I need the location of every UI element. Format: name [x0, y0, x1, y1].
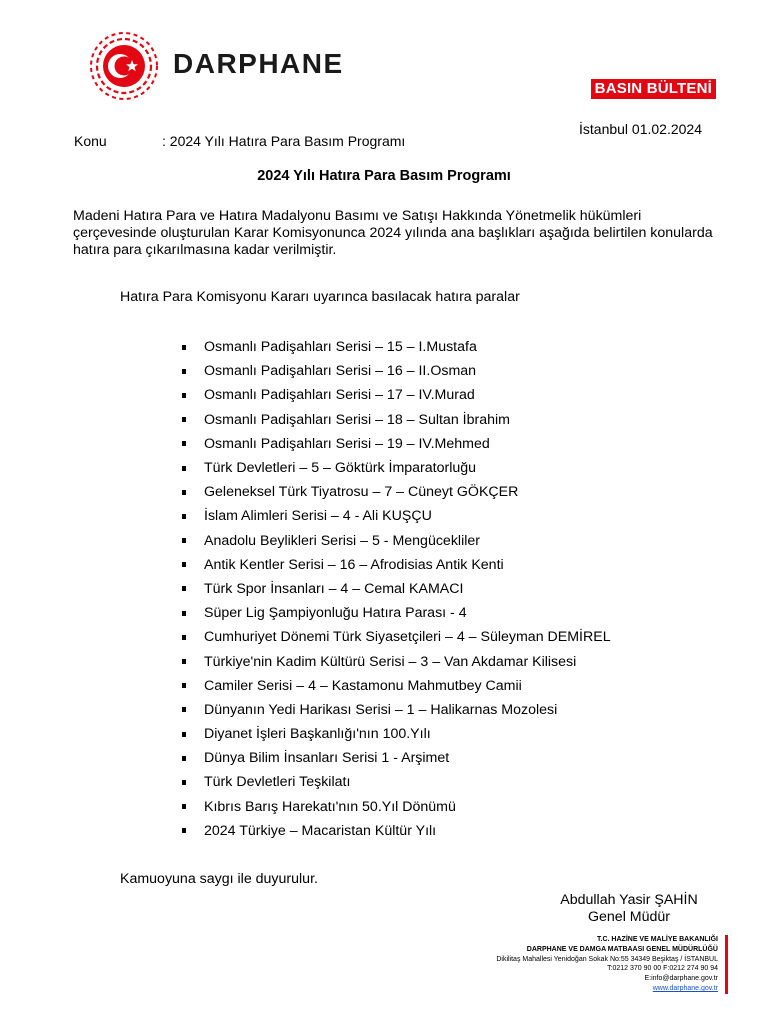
bullet-icon	[182, 756, 186, 761]
list-item	[182, 795, 611, 819]
bullet-icon	[182, 490, 186, 495]
list-item	[182, 746, 611, 770]
list-item	[182, 819, 611, 843]
bullet-icon	[182, 393, 186, 398]
list-item	[182, 698, 611, 722]
list-item	[182, 335, 611, 359]
bullet-icon	[182, 538, 186, 543]
subject-value: : 2024 Yılı Hatıra Para Basım Programı	[162, 133, 406, 149]
list-heading: Hatıra Para Komisyonu Kararı uyarınca basılacak hatıra paralar	[120, 289, 520, 305]
darphane-emblem-icon	[84, 26, 164, 106]
list-item-text: Dünya Bilim İnsanları Serisi 1 - Arşimet	[204, 750, 450, 767]
logo-wordmark: DARPHANE	[173, 48, 344, 79]
bullet-icon	[182, 828, 186, 833]
bullet-icon	[182, 562, 186, 567]
list-item	[182, 529, 611, 553]
bullet-icon	[182, 586, 186, 591]
bullet-icon	[182, 514, 186, 519]
signer-position: Genel Müdür	[587, 909, 670, 925]
list-item-text: Osmanlı Padişahları Serisi – 16 – II.Osman	[204, 363, 477, 380]
bullet-icon	[182, 417, 186, 422]
bullet-icon	[182, 369, 186, 374]
list-item	[182, 359, 611, 383]
list-item-text: Diyanet İşleri Başkanlığı'nın 100.Yılı	[204, 726, 431, 743]
list-item	[182, 601, 611, 625]
list-item-text: Cumhuriyet Dönemi Türk Siyasetçileri – 4 – Süleyman DEMİREL	[204, 629, 611, 646]
list-item	[182, 625, 611, 649]
document-title: 2024 Yılı Hatıra Para Basım Programı	[257, 168, 511, 184]
list-item-text: Osmanlı Padişahları Serisi – 19 – IV.Mehmed	[204, 435, 490, 452]
list-item-text: Süper Lig Şampiyonluğu Hatıra Parası - 4	[204, 605, 467, 622]
bullet-icon	[182, 466, 186, 471]
list-item-text: İslam Alimleri Serisi – 4 - Ali KUŞÇU	[204, 508, 432, 525]
list-item	[182, 553, 611, 577]
list-item-text: Türk Spor İnsanları – 4 – Cemal KAMACI	[204, 580, 464, 597]
list-item-text: Türkiye'nin Kadim Kültürü Serisi – 3 – Van Akdamar Kilisesi	[204, 653, 577, 670]
list-item-text: Camiler Serisi – 4 – Kastamonu Mahmutbey Camii	[204, 677, 522, 694]
subject-label: Konu	[74, 133, 107, 149]
list-item-text: Osmanlı Padişahları Serisi – 15 – I.Mustafa	[204, 339, 477, 356]
list-item	[182, 722, 611, 746]
list-item	[182, 649, 611, 673]
bullet-icon	[182, 804, 186, 809]
list-item	[182, 504, 611, 528]
footer-institution: DARPHANE VE DAMGA MATBAASI GENEL MÜDÜRLÜĞÜ	[526, 945, 718, 953]
darphane-logo	[84, 26, 344, 106]
footer-email: E:info@darphane.gov.tr	[644, 975, 718, 983]
list-item	[182, 383, 611, 407]
list-item-text: Anadolu Beylikleri Serisi – 5 - Mengücekliler	[204, 532, 480, 549]
bullet-icon	[182, 683, 186, 688]
document-date: İstanbul 01.02.2024	[579, 121, 702, 137]
list-item-text: Osmanlı Padişahları Serisi – 17 – IV.Murad	[204, 387, 475, 404]
bullet-icon	[182, 635, 186, 640]
list-item-text: Antik Kentler Serisi – 16 – Afrodisias Antik Kenti	[204, 556, 504, 573]
subject-line	[74, 133, 405, 149]
bullet-icon	[182, 441, 186, 446]
bullet-icon	[182, 707, 186, 712]
press-release-badge: BASIN BÜLTENİ	[591, 79, 716, 99]
list-item	[182, 480, 611, 504]
footer-ministry: T.C. HAZİNE VE MALİYE BAKANLIĞI	[597, 936, 718, 943]
list-item-text: Türk Devletleri – 5 – Göktürk İmparatorluğu	[204, 460, 477, 477]
closing-sentence: Kamuoyuna saygı ile duyurulur.	[120, 871, 318, 887]
bullet-icon	[182, 345, 186, 350]
intro-paragraph: Madeni Hatıra Para ve Hatıra Madalyonu Basımı ve Satışı Hakkında Yönetmelik hükümleri çerçevesinde oluşturulan Karar Komisyonunca 2024 yılında ana başlıkları aşağıda belirtilen konularda hatıra para çıkarılmasına kadar verilmiştir.	[73, 208, 713, 258]
list-item-text: Osmanlı Padişahları Serisi – 18 – Sultan İbrahim	[204, 411, 510, 428]
bullet-icon	[182, 659, 186, 664]
list-item	[182, 456, 611, 480]
list-item	[182, 577, 611, 601]
bullet-icon	[182, 611, 186, 616]
bullet-icon	[182, 732, 186, 737]
footer-street-address: Dikilitaş Mahallesi Yenidoğan Sokak No:55 34349 Beşiktaş / İSTANBUL	[496, 955, 718, 963]
list-item	[182, 770, 611, 794]
footer-address	[496, 935, 728, 994]
list-item	[182, 408, 611, 432]
bullet-icon	[182, 780, 186, 785]
list-item	[182, 674, 611, 698]
list-item-text: Türk Devletleri Teşkilatı	[204, 774, 351, 791]
list-item-text: Geleneksel Türk Tiyatrosu – 7 – Cüneyt GÖKÇER	[204, 484, 519, 501]
list-item-text: Kıbrıs Barış Harekatı'nın 50.Yıl Dönümü	[204, 798, 456, 815]
signer-name: Abdullah Yasir ŞAHİN	[560, 892, 698, 908]
list-item	[182, 432, 611, 456]
signature-block	[540, 892, 718, 926]
footer-website-link[interactable]: www.darphane.gov.tr	[652, 984, 718, 992]
list-item-text: Dünyanın Yedi Harikası Serisi – 1 – Halikarnas Mozolesi	[204, 701, 558, 718]
coin-program-list	[182, 335, 611, 843]
footer-phone-fax: T:0212 370 90 00 F:0212 274 90 94	[607, 965, 718, 973]
list-item-text: 2024 Türkiye – Macaristan Kültür Yılı	[204, 822, 437, 839]
